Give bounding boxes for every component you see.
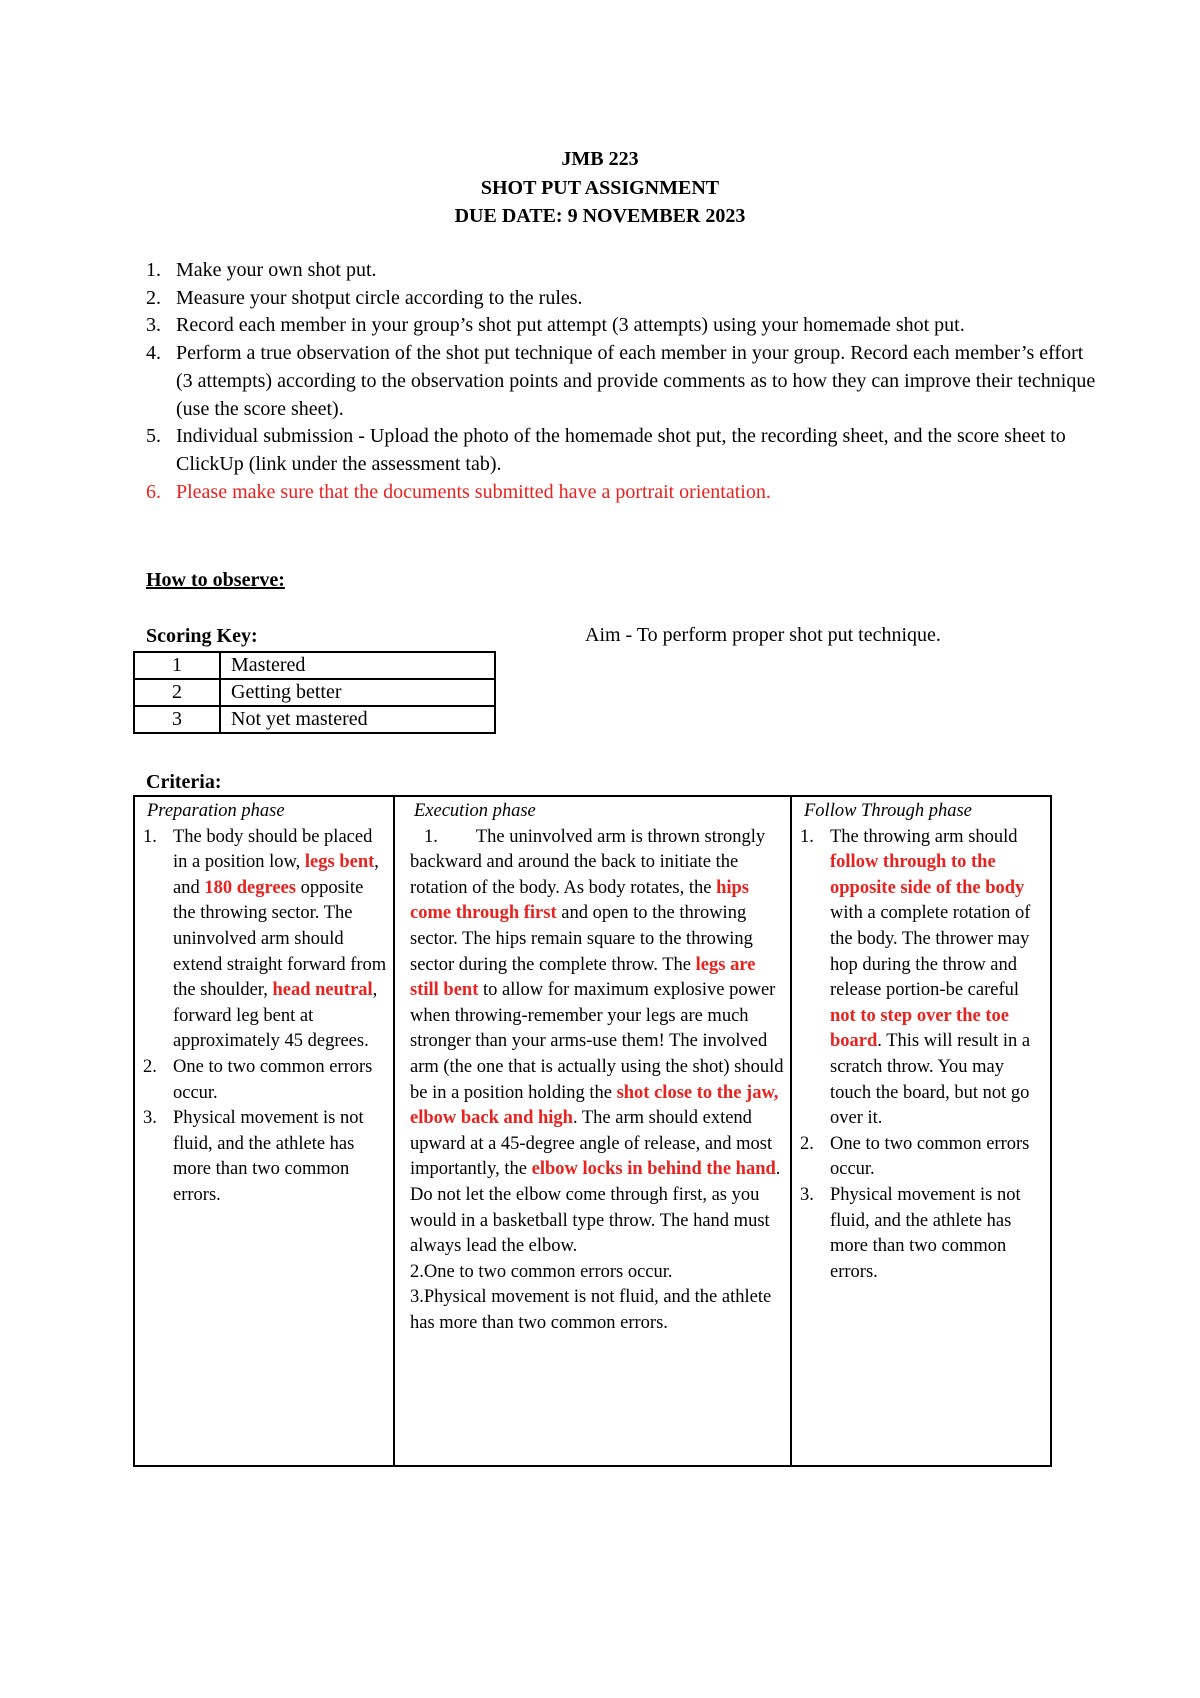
- emphasis-text: legs are still bent: [410, 954, 756, 1001]
- instruction-item: [146, 257, 1096, 285]
- item-text: The uninvolved arm is thrown strongly backward and around the back to initiate the rotation of the body. As body rotates, the: [410, 826, 766, 898]
- emphasis-text: hips come through first: [410, 877, 749, 924]
- instruction-item: [146, 285, 1096, 313]
- emphasis-text: head neutral: [272, 980, 373, 1001]
- item-text: The body should be placed in a position low,: [173, 826, 373, 873]
- due-date: DUE DATE: 9 NOVEMBER 2023: [454, 205, 746, 227]
- criteria-heading: Criteria:: [146, 771, 222, 793]
- item-text: . The arm should extend upward at a 45-degree angle of release, and most importantly, the: [410, 1108, 773, 1180]
- instruction-text: Perform a true observation of the shot put technique of each member in your group. Record each member’s effort (3 attempts) according to the observation points and provide comments as to how they can improve their technique (use the score sheet).: [176, 342, 1096, 420]
- instruction-number: 2.: [146, 286, 161, 309]
- instruction-number: 5.: [146, 425, 161, 448]
- instruction-text: Record each member in your group’s shot put attempt (3 attempts) using your homemade shot put.: [176, 314, 965, 337]
- item-number: 3.: [143, 1108, 157, 1129]
- item-text: One to two common errors occur.: [830, 1133, 1030, 1180]
- list-item: [800, 1132, 1044, 1183]
- aim-statement: Aim - To perform proper shot put technique.: [585, 624, 941, 646]
- list-item: [143, 825, 387, 1055]
- follow-through-phase-cell: [791, 796, 1051, 1466]
- item-text: and open to the throwing sector. The hips remain square to the throwing sector during the complete throw. The: [410, 903, 753, 975]
- score-label: Not yet mastered: [220, 706, 495, 733]
- instruction-number: 4.: [146, 342, 161, 365]
- emphasis-text: not to step over the toe board: [830, 1005, 1009, 1052]
- item-text: . This will result in a scratch throw. You may touch the board, but not go over it.: [830, 1031, 1031, 1129]
- table-row: [134, 652, 495, 679]
- list-item: [800, 825, 1044, 1132]
- score-value: 2: [134, 679, 220, 706]
- instruction-text: Individual submission - Upload the photo of the homemade shot put, the recording sheet, and the score sheet to ClickUp (link under the assessment tab).: [176, 425, 1066, 475]
- table-row: [134, 706, 495, 733]
- instruction-text: Please make sure that the documents submitted have a portrait orientation.: [176, 480, 771, 503]
- item-number: 2.: [800, 1133, 814, 1154]
- item-text: , and: [173, 852, 379, 898]
- emphasis-text: shot close to the jaw, elbow back and high: [410, 1082, 779, 1129]
- list-item: [143, 1106, 387, 1208]
- item-text: Physical movement is not fluid, and the athlete has more than two common errors.: [173, 1108, 364, 1205]
- preparation-phase-cell: [134, 796, 394, 1466]
- instruction-text: Make your own shot put.: [176, 259, 377, 281]
- list-item: [143, 1055, 387, 1106]
- item-text: The throwing arm should: [830, 826, 1018, 847]
- item-text: , forward leg bent at approximately 45 degrees.: [173, 980, 378, 1052]
- course-code: JMB 223: [561, 148, 639, 170]
- score-value: 3: [134, 706, 220, 733]
- item-text: opposite the throwing sector. The uninvolved arm should extend straight forward from the shoulder,: [173, 877, 387, 1001]
- item-number: 1.: [800, 826, 814, 847]
- instruction-number: 3.: [146, 314, 161, 337]
- item-text: to allow for maximum explosive power when throwing-remember your legs are much stronger than your arms-use them! The involved arm (the one that is actually using the shot) should be in a position holding the: [410, 980, 784, 1103]
- list-item: 2.One to two common errors occur.: [410, 1261, 673, 1282]
- emphasis-text: 180 degrees: [204, 877, 296, 898]
- phase-title: Execution phase: [414, 801, 536, 821]
- instruction-number: 1.: [146, 259, 161, 281]
- emphasis-text: follow through to the opposite side of the body: [830, 852, 1025, 898]
- how-to-observe-heading: How to observe:: [146, 569, 285, 591]
- emphasis-text: elbow locks in behind the hand: [531, 1159, 776, 1180]
- scoring-key-table: [133, 651, 496, 734]
- score-value: 1: [134, 652, 220, 679]
- phase-title: Follow Through phase: [804, 801, 972, 821]
- instruction-item: [146, 312, 1096, 340]
- follow-through-criteria-list: [800, 825, 1044, 1286]
- score-label: Getting better: [220, 679, 495, 706]
- instruction-item: [146, 423, 1096, 478]
- phase-title: Preparation phase: [147, 801, 285, 821]
- item-number: 2.: [143, 1056, 157, 1077]
- table-row: [134, 679, 495, 706]
- instruction-item: [146, 340, 1096, 423]
- list-item: [410, 825, 784, 1260]
- table-row: [134, 796, 1051, 1466]
- instruction-text: Measure your shotput circle according to the rules.: [176, 286, 583, 309]
- instruction-number: 6.: [146, 480, 161, 503]
- criteria-table: [133, 795, 1052, 1467]
- score-label: Mastered: [220, 652, 495, 679]
- preparation-criteria-list: [143, 825, 387, 1209]
- item-text: Physical movement is not fluid, and the athlete has more than two common errors.: [830, 1184, 1021, 1282]
- item-text: . Do not let the elbow come through first, as you would in a basketball type throw. The hand must always lead the elbow.: [410, 1159, 781, 1257]
- execution-phase-cell: [394, 796, 791, 1466]
- document-header: [0, 145, 1200, 231]
- scoring-key-heading: Scoring Key:: [146, 625, 258, 647]
- item-number: 3.: [800, 1184, 814, 1205]
- item-number: 1.: [424, 826, 438, 847]
- item-text: One to two common errors occur.: [173, 1056, 373, 1103]
- instruction-item-warning: [146, 479, 1096, 507]
- item-number: 1.: [143, 826, 157, 847]
- list-item: 3.Physical movement is not fluid, and the athlete has more than two common errors.: [410, 1287, 772, 1333]
- instructions-list: [146, 257, 1096, 506]
- emphasis-text: legs bent: [304, 852, 375, 873]
- item-text: with a complete rotation of the body. The thrower may hop during the throw and release portion-be careful: [830, 903, 1031, 1001]
- assignment-title: SHOT PUT ASSIGNMENT: [480, 176, 720, 199]
- list-item: [800, 1183, 1044, 1285]
